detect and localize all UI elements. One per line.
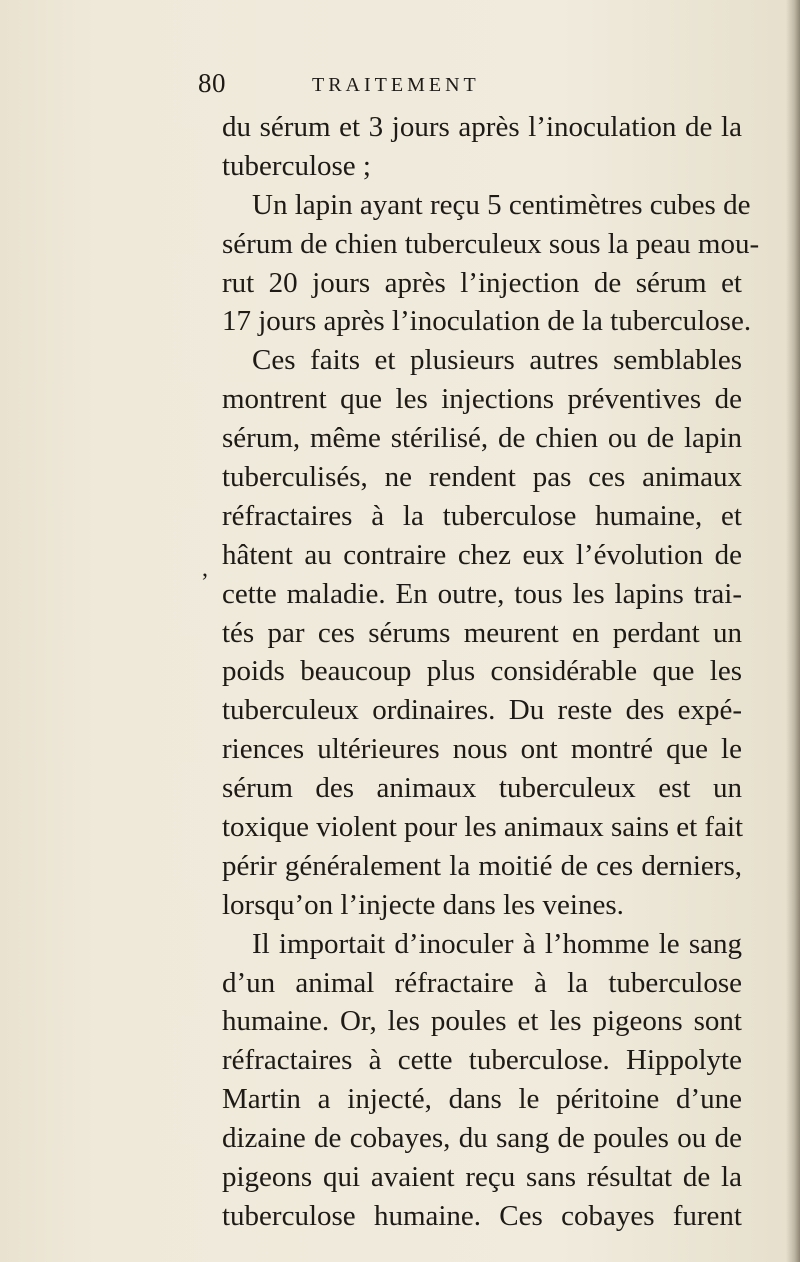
text-line: Un lapin ayant reçu 5 centimètres cubes de (252, 188, 751, 221)
text-line: riences ultérieures nous ont montré que le (222, 733, 742, 766)
text-line: tuberculose humaine. Ces cobayes furent (222, 1199, 742, 1232)
text-line: tuberculose ; (222, 149, 371, 182)
text-line: Ces faits et plusieurs autres semblables (252, 344, 742, 377)
running-head: TRAITEMENT (312, 74, 480, 96)
text-line: 17 jours après l’inoculation de la tuberculose. (222, 305, 752, 338)
text-line: toxique violent pour les animaux sains et fait (222, 811, 744, 844)
text-line: poids beaucoup plus considérable que les (222, 655, 742, 688)
text-line: pigeons qui avaient reçu sans résultat de la (222, 1161, 742, 1194)
text-line: d’un animal réfractaire à la tuberculose (222, 966, 742, 999)
text-line: Martin a injecté, dans le péritoine d’une (222, 1083, 742, 1116)
page-header (198, 68, 618, 98)
page-edge-shadow (786, 0, 800, 1262)
text-line: tuberculisés, ne rendent pas ces animaux (222, 461, 742, 494)
text-line: dizaine de cobayes, du sang de poules ou de (222, 1122, 742, 1155)
text-line: sérum des animaux tuberculeux est un (222, 772, 742, 805)
text-line: périr généralement la moitié de ces derniers, (222, 849, 742, 882)
text-line: tés par ces sérums meurent en perdant un (222, 616, 742, 649)
body-text (222, 108, 760, 1236)
page-number: 80 (198, 68, 226, 98)
text-line: sérum de chien tuberculeux sous la peau mou- (222, 227, 760, 260)
text-line: sérum, même stérilisé, de chien ou de lapin (222, 422, 742, 455)
text-line: montrent que les injections préventives de (222, 383, 742, 416)
text-line: réfractaires à la tuberculose humaine, et (222, 499, 742, 532)
text-line: tuberculeux ordinaires. Du reste des expé- (222, 694, 742, 727)
text-line: humaine. Or, les poules et les pigeons sont (222, 1005, 742, 1038)
text-line: Il importait d’inoculer à l’homme le sang (252, 927, 742, 960)
text-line: cette maladie. En outre, tous les lapins trai- (222, 577, 742, 610)
margin-mark: , (202, 556, 208, 582)
text-line: réfractaires à cette tuberculose. Hippolyte (222, 1044, 742, 1077)
text-line: lorsqu’on l’injecte dans les veines. (222, 888, 624, 921)
text-line: du sérum et 3 jours après l’inoculation de la (222, 111, 742, 143)
text-line: hâtent au contraire chez eux l’évolution de (222, 538, 742, 571)
text-line: rut 20 jours après l’injection de sérum et (222, 266, 742, 299)
